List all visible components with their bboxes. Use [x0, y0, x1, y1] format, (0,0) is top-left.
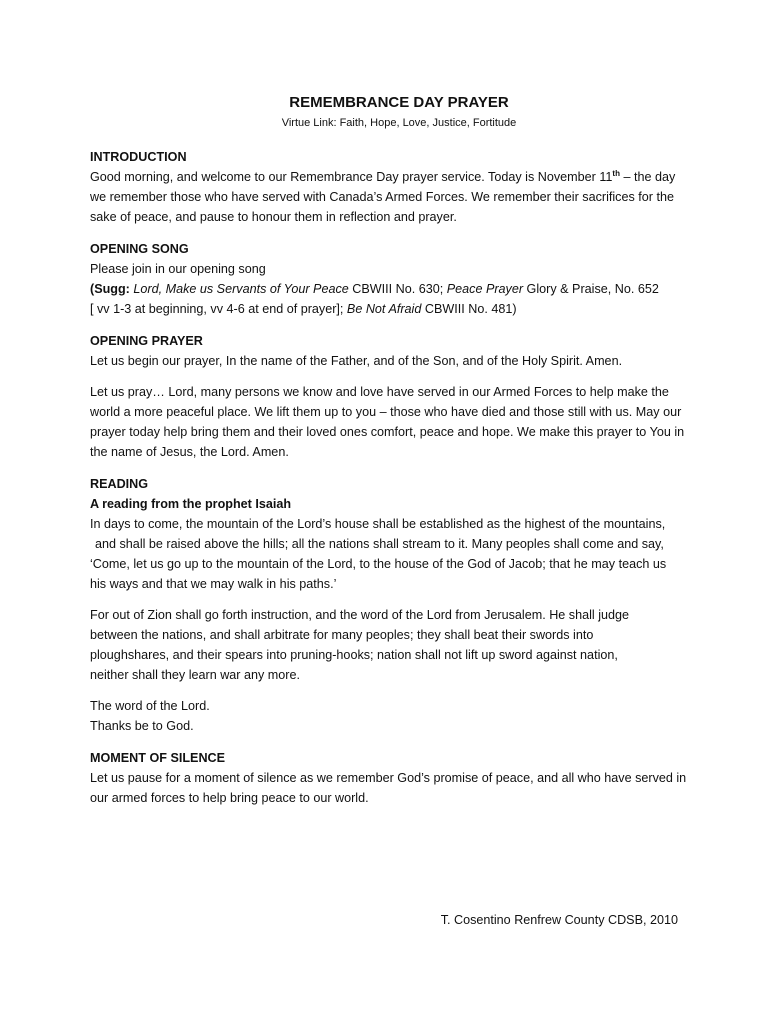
document-page: [90, 92, 690, 820]
reading-line: For out of Zion shall go forth instruction, and the word of the Lord from Jerusalem. He shall judge: [90, 608, 630, 622]
reading-line: ‘Come, let us go up to the mountain of the Lord, to the house of the God of Jacob; that he may teach us: [90, 557, 667, 571]
song-title-2: Peace Prayer: [446, 282, 524, 296]
opening-prayer-section: [90, 331, 690, 462]
reading-closing-2: Thanks be to God.: [90, 719, 194, 733]
reading-closing-1: The word of the Lord.: [90, 699, 210, 713]
reading-paragraph-1: [90, 514, 690, 594]
author-footer: T. Cosentino Renfrew County CDSB, 2010: [440, 913, 678, 927]
song-verses: [90, 299, 690, 319]
opening-prayer-heading: OPENING PRAYER: [90, 334, 203, 348]
opening-prayer-p1: Let us begin our prayer, In the name of the Father, and of the Son, and of the Holy Spirit. Amen.: [90, 354, 623, 368]
virtue-link-subtitle: Virtue Link: Faith, Hope, Love, Justice, Fortitude: [281, 117, 517, 129]
introduction-text-b: – the day we remember those who have served with Canada’s Armed Forces. We remember their sacrifices for the sake of peace, and pause to honour them in reflection and prayer.: [90, 170, 676, 224]
introduction-text: [90, 167, 690, 227]
moment-of-silence-section: [90, 748, 690, 808]
reading-line: neither shall they learn war any more.: [90, 668, 300, 682]
sugg-open: (Sugg:: [90, 282, 134, 296]
song-suggestions: [90, 279, 690, 299]
document-title: REMEMBRANCE DAY PRAYER: [289, 94, 509, 111]
reading-heading: READING: [90, 477, 149, 491]
song-ref-2: Glory & Praise, No. 652: [523, 282, 659, 296]
reading-line: and shall be raised above the hills; all the nations shall stream to it. Many peoples shall come and say,: [95, 537, 664, 551]
introduction-text-a: Good morning, and welcome to our Remembrance Day prayer service. Today is November 11: [90, 170, 613, 184]
reading-paragraph-2: [90, 605, 690, 685]
reading-closing: [90, 696, 690, 736]
verses-note: [ vv 1-3 at beginning, vv 4-6 at end of prayer];: [90, 302, 347, 316]
reading-line: ploughshares, and their spears into pruning-hooks; nation shall not lift up sword against nation,: [90, 648, 618, 662]
date-superscript: th: [612, 168, 620, 178]
song-title-3: Be Not Afraid: [346, 302, 422, 316]
reading-section: [90, 474, 690, 736]
opening-song-section: [90, 239, 690, 319]
introduction-heading: INTRODUCTION: [90, 150, 187, 164]
reading-subheading: A reading from the prophet Isaiah: [90, 497, 292, 511]
opening-song-heading: OPENING SONG: [90, 242, 189, 256]
reading-line: his ways and that we may walk in his paths.’: [90, 577, 337, 591]
reading-line: between the nations, and shall arbitrate for many peoples; they shall beat their swords into: [90, 628, 594, 642]
song-ref-1: CBWIII No. 630;: [348, 282, 447, 296]
song-ref-3: CBWIII No. 481): [421, 302, 517, 316]
moment-of-silence-text: Let us pause for a moment of silence as we remember God’s promise of peace, and all who have served in our armed forces to help bring peace to our world.: [90, 771, 687, 805]
reading-line: In days to come, the mountain of the Lord’s house shall be established as the highest of the mountains,: [90, 517, 666, 531]
song-title-1: Lord, Make us Servants of Your Peace: [133, 282, 349, 296]
moment-of-silence-heading: MOMENT OF SILENCE: [90, 751, 226, 765]
opening-prayer-p2: Let us pray… Lord, many persons we know and love have served in our Armed Forces to help make the world a more peaceful place. We lift them up to you – those who have died and those still with us. May our prayer today help bring them and their loved ones comfort, peace and hope. We make this prayer to You in the name of Jesus, the Lord. Amen.: [90, 385, 685, 459]
opening-song-invite: Please join in our opening song: [90, 262, 266, 276]
introduction-section: [90, 147, 690, 227]
